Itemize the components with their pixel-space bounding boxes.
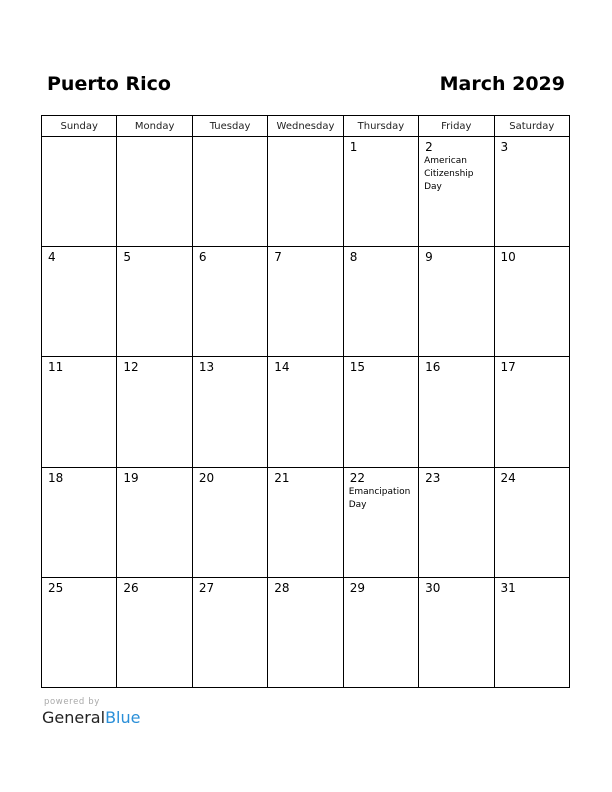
holiday-label <box>268 374 342 375</box>
weekday-header-wednesday: Wednesday <box>268 116 343 137</box>
day-cell <box>117 467 192 577</box>
generalblue-logo[interactable] <box>42 708 140 728</box>
day-cell <box>494 247 569 357</box>
day-number: 23 <box>425 470 441 485</box>
day-cell <box>419 137 494 247</box>
day-cell <box>42 247 117 357</box>
day-cell <box>343 247 418 357</box>
day-cell <box>494 357 569 467</box>
day-cell <box>268 357 343 467</box>
calendar-grid <box>41 115 570 688</box>
logo-text-general: General <box>42 708 106 727</box>
day-number: 12 <box>123 360 139 375</box>
logo-text-blue: Blue <box>105 708 141 727</box>
holiday-label <box>344 595 418 596</box>
holiday-label <box>344 374 418 375</box>
holiday-label <box>268 485 342 486</box>
holiday-label <box>495 154 569 155</box>
day-cell <box>268 247 343 357</box>
day-number: 3 <box>500 140 509 154</box>
holiday-label <box>193 595 267 596</box>
holiday-label <box>42 595 116 596</box>
weekday-header-thursday: Thursday <box>343 116 418 137</box>
weekday-header-sunday: Sunday <box>42 116 117 137</box>
day-number: 4 <box>48 250 56 265</box>
day-cell <box>192 357 267 467</box>
holiday-label: American Citizenship Day <box>424 156 474 192</box>
week-row <box>42 467 570 577</box>
day-number: 31 <box>500 580 516 595</box>
day-cell <box>494 137 569 247</box>
week-row <box>42 577 570 687</box>
holiday-label <box>344 154 418 155</box>
day-cell <box>192 247 267 357</box>
day-cell <box>343 137 418 247</box>
day-cell <box>268 577 343 687</box>
day-cell <box>343 357 418 467</box>
holiday-label <box>117 264 191 265</box>
weekday-header-row <box>42 116 570 137</box>
holiday-label <box>193 140 267 141</box>
week-row <box>42 247 570 357</box>
day-number: 19 <box>123 470 139 485</box>
holiday-label <box>268 595 342 596</box>
weekday-header-monday: Monday <box>117 116 192 137</box>
day-cell <box>268 467 343 577</box>
holiday-label <box>117 485 191 486</box>
week-row <box>42 137 570 247</box>
day-cell <box>192 467 267 577</box>
day-number: 16 <box>425 360 441 375</box>
day-cell <box>117 357 192 467</box>
holiday-label <box>344 264 418 265</box>
day-number: 29 <box>349 580 365 595</box>
day-number: 28 <box>274 580 290 595</box>
holiday-label: Emancipation Day <box>348 486 411 510</box>
day-cell <box>268 137 343 247</box>
country-title: Puerto Rico <box>47 73 171 95</box>
holiday-label <box>42 140 116 141</box>
day-cell <box>419 577 494 687</box>
day-number: 17 <box>500 360 516 375</box>
holiday-label <box>117 595 191 596</box>
day-number: 7 <box>274 250 282 265</box>
day-cell <box>192 137 267 247</box>
day-cell <box>42 467 117 577</box>
day-cell <box>117 247 192 357</box>
day-number: 15 <box>349 360 365 375</box>
day-cell <box>419 357 494 467</box>
holiday-label <box>42 264 116 265</box>
day-number: 2 <box>425 140 433 154</box>
weekday-header-tuesday: Tuesday <box>192 116 267 137</box>
day-cell <box>42 577 117 687</box>
day-number: 8 <box>349 250 358 265</box>
day-number: 21 <box>274 470 290 485</box>
day-number: 5 <box>123 250 132 265</box>
day-cell <box>419 247 494 357</box>
day-number: 30 <box>425 580 441 595</box>
powered-by-label: powered by <box>44 697 100 707</box>
day-number: 11 <box>48 360 64 375</box>
holiday-label <box>419 374 493 375</box>
holiday-label <box>268 264 342 265</box>
day-cell <box>117 577 192 687</box>
day-cell <box>42 357 117 467</box>
day-number: 6 <box>198 250 207 265</box>
day-cell <box>419 467 494 577</box>
day-number: 24 <box>500 470 516 485</box>
day-cell <box>117 137 192 247</box>
holiday-label <box>117 140 191 141</box>
day-number: 14 <box>274 360 290 375</box>
day-cell <box>343 467 418 577</box>
day-cell <box>192 577 267 687</box>
day-number: 20 <box>198 470 215 485</box>
holiday-label <box>117 374 191 375</box>
week-row <box>42 357 570 467</box>
day-cell <box>494 467 569 577</box>
holiday-label <box>42 374 116 375</box>
holiday-label <box>193 374 267 375</box>
day-number: 1 <box>349 140 358 154</box>
day-number: 10 <box>500 250 516 265</box>
holiday-label <box>193 264 267 265</box>
month-year-title: March 2029 <box>439 73 565 95</box>
day-cell <box>42 137 117 247</box>
holiday-label <box>268 140 342 141</box>
day-cell <box>343 577 418 687</box>
holiday-label <box>193 485 267 486</box>
holiday-label <box>495 264 569 265</box>
holiday-label <box>495 595 569 596</box>
day-number: 26 <box>123 580 139 595</box>
day-number: 13 <box>198 360 215 375</box>
weekday-header-friday: Friday <box>419 116 494 137</box>
holiday-label <box>419 485 493 486</box>
holiday-label <box>42 485 116 486</box>
day-number: 27 <box>198 580 215 595</box>
day-number: 18 <box>48 470 64 485</box>
holiday-label <box>419 264 493 265</box>
holiday-label <box>495 485 569 486</box>
day-number: 9 <box>425 250 433 265</box>
holiday-label <box>495 374 569 375</box>
day-cell <box>494 577 569 687</box>
day-number: 25 <box>48 580 64 595</box>
day-number: 22 <box>349 470 365 485</box>
weekday-header-saturday: Saturday <box>494 116 569 137</box>
holiday-label <box>419 595 493 596</box>
